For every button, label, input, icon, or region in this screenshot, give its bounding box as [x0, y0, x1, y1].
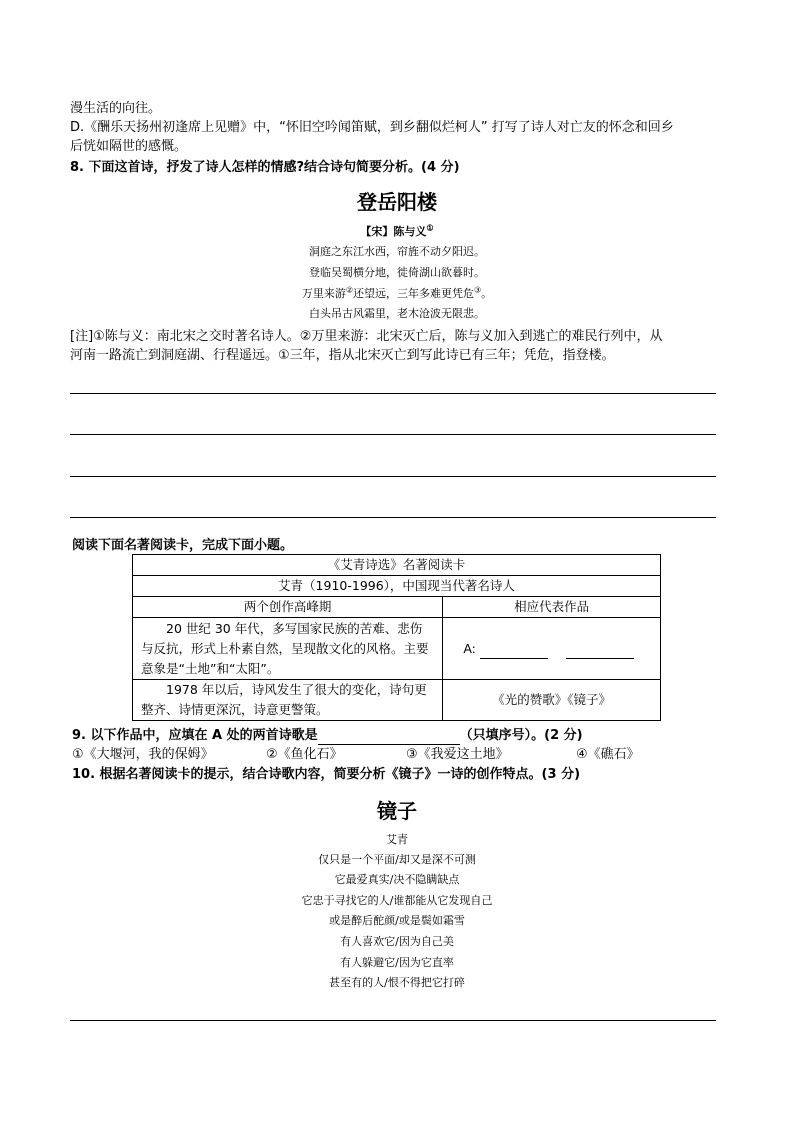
q9-option: ②《鱼化石》 [266, 747, 343, 762]
poem-note: [注]①陈与义：南北宋之交时著名诗人。②万里来游：北宋灭亡后，陈与义加入到逃亡的难民行列中，从 [70, 329, 663, 344]
poem-line: 它忠于寻找它的人/谁都能从它发现自己 [301, 894, 493, 907]
reading-intro: 阅读下面名著阅读卡，完成下面小题。 [72, 538, 294, 553]
card-answer-a: A: [443, 618, 661, 680]
card-subtitle: 艾青（1910-1996），中国现当代著名诗人 [133, 576, 661, 597]
poem-line: 登临吴蜀横分地，徙倚湖山欲暮时。 [309, 266, 485, 279]
text-line: 后恍如隔世的感慨。 [70, 139, 188, 154]
answer-line[interactable] [70, 393, 716, 394]
answer-line[interactable] [70, 434, 716, 435]
answer-line[interactable] [70, 517, 716, 518]
card-col-header: 两个创作高峰期 [133, 597, 443, 618]
blank-a2[interactable] [566, 646, 634, 659]
question-9: 9. 以下作品中，应填在 A 处的两首诗歌是 （只填序号）。(2 分) [72, 728, 583, 743]
q9-option: ①《大堰河，我的保姆》 [72, 747, 214, 762]
question-10: 10. 根据名著阅读卡的提示，结合诗歌内容，简要分析《镜子》一诗的创作特点。(3 分) [72, 767, 581, 782]
option-d-line: D.《酬乐天扬州初逢席上见赠》中，“怀旧空吟闻笛赋，到乡翻似烂柯人” 打写了诗人对亡友的怀念和回乡 [70, 120, 674, 135]
q9-option: ④《礁石》 [576, 747, 640, 762]
poem-line: 有人喜欢它/因为自己美 [340, 935, 454, 948]
poem-line: 万里来游②还望远，三年多难更凭危③。 [301, 285, 493, 300]
card-title: 《艾青诗选》名著阅读卡 [133, 555, 661, 576]
poem-line: 它最爱真实/决不隐瞒缺点 [334, 873, 460, 886]
card-works: 《光的赞歌》《镜子》 [443, 680, 661, 721]
poem-line: 或是醉后酡颜/或是鬓如霜雪 [329, 914, 465, 927]
poem-author: 【宋】陈与义① [360, 222, 434, 238]
poem-author: 艾青 [386, 833, 408, 846]
poem-line: 有人躲避它/因为它直率 [340, 956, 454, 969]
text-line: 漫生活的向往。 [70, 101, 162, 116]
card-period-2: 1978 年以后，诗风发生了很大的变化，诗句更整齐、诗情更深沉，诗意更警策。 [133, 680, 443, 721]
answer-line[interactable] [70, 476, 716, 477]
blank-a1[interactable] [480, 646, 548, 659]
poem-line: 洞庭之东江水西，帘旌不动夕阳迟。 [309, 245, 485, 258]
card-period-1: 20 世纪 30 年代，多写国家民族的苦难、悲伤与反抗，形式上朴素自然，呈现散文化的风格。主要意象是“土地”和“太阳”。 [133, 618, 443, 680]
poem-line: 白头吊古风霜里，老木沧波无限悲。 [309, 307, 485, 320]
answer-line[interactable] [70, 1020, 716, 1021]
poem-line: 甚至有的人/恨不得把它打碎 [329, 976, 465, 989]
answer-blank[interactable] [318, 732, 460, 745]
q9-option: ③《我爱这土地》 [406, 747, 509, 762]
card-col-header: 相应代表作品 [443, 597, 661, 618]
poem-title: 登岳阳楼 [357, 190, 437, 214]
poem-note: 河南一路流亡到洞庭湖、行程遥远。①三年，指从北宋灭亡到写此诗已有三年；凭危，指登楼。 [70, 348, 615, 363]
reading-card-table [132, 554, 661, 721]
question-8: 8. 下面这首诗，抒发了诗人怎样的情感?结合诗句简要分析。(4 分) [70, 160, 460, 175]
poem-title: 镜子 [377, 799, 417, 823]
poem-line: 仅只是一个平面/却又是深不可测 [318, 853, 476, 866]
